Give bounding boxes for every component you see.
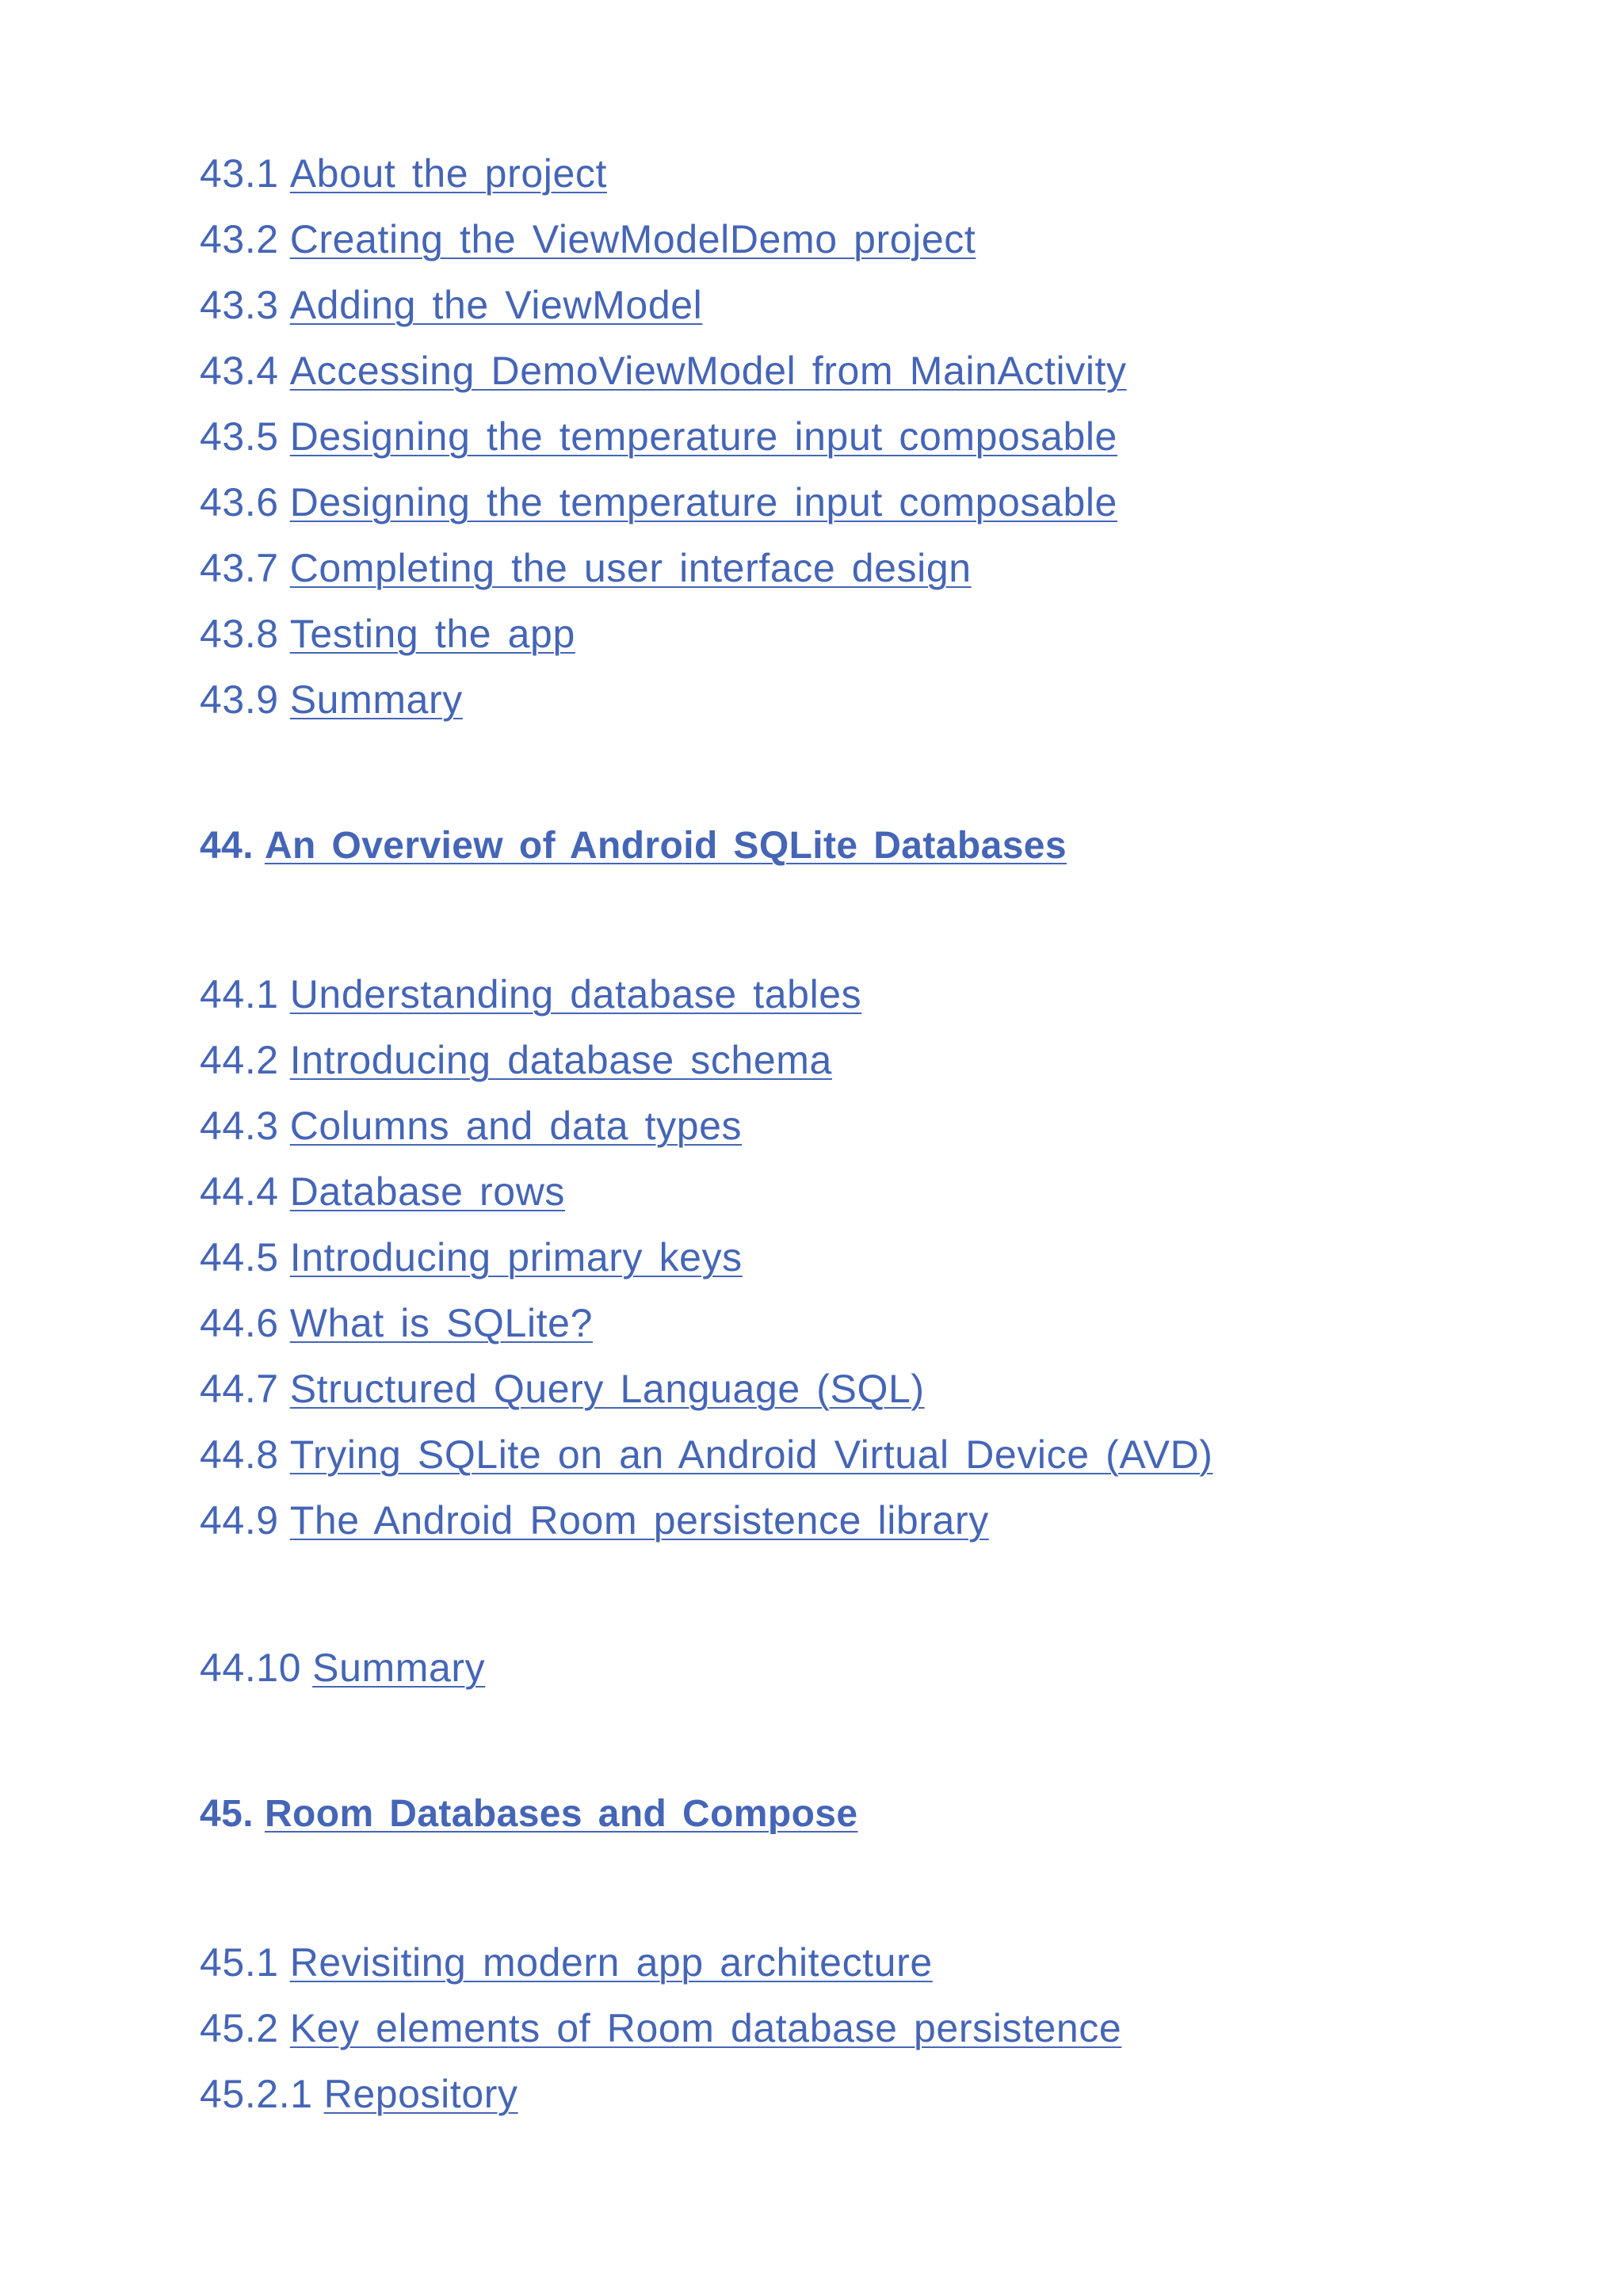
toc-link-44-2[interactable]: [200, 1037, 832, 1083]
toc-number: 44.: [200, 825, 254, 867]
toc-title: Designing the temperature input composable: [289, 480, 1117, 524]
toc-title: Summary: [289, 677, 463, 722]
toc-number: 44.6: [200, 1301, 279, 1345]
toc-number: 44.9: [200, 1498, 279, 1543]
toc-title: The Android Room persistence library: [289, 1498, 989, 1543]
toc-number: 45.: [200, 1793, 254, 1835]
toc-chapter-45[interactable]: [200, 1792, 858, 1836]
toc-title: Testing the app: [289, 612, 575, 656]
toc-number: 43.8: [200, 612, 279, 656]
toc-title: Room Databases and Compose: [264, 1793, 858, 1835]
toc-title: Creating the ViewModelDemo project: [289, 217, 976, 261]
toc-link-43-5[interactable]: [200, 414, 1117, 460]
toc-link-44-4[interactable]: [200, 1169, 565, 1215]
toc-link-44-5[interactable]: [200, 1234, 743, 1280]
toc-link-44-10[interactable]: [200, 1645, 485, 1691]
toc-link-44-6[interactable]: [200, 1300, 593, 1346]
toc-title: Introducing database schema: [289, 1038, 832, 1082]
toc-title: Introducing primary keys: [289, 1235, 743, 1280]
toc-title: Revisiting modern app architecture: [289, 1940, 933, 1985]
toc-number: 43.5: [200, 414, 279, 459]
toc-title: Designing the temperature input composable: [289, 414, 1117, 459]
toc-link-43-3[interactable]: [200, 282, 702, 328]
toc-title: Key elements of Room database persistence: [289, 2006, 1122, 2050]
toc-link-43-8[interactable]: [200, 611, 575, 657]
toc-link-45-2-1[interactable]: [200, 2071, 518, 2117]
toc-link-45-1[interactable]: [200, 1939, 933, 1985]
toc-number: 43.2: [200, 217, 279, 261]
toc-link-44-7[interactable]: [200, 1366, 925, 1412]
toc-number: 44.3: [200, 1104, 279, 1148]
toc-number: 43.4: [200, 349, 279, 393]
toc-number: 44.2: [200, 1038, 279, 1082]
toc-title: Trying SQLite on an Android Virtual Device (AVD): [289, 1432, 1213, 1477]
toc-title: Repository: [323, 2072, 518, 2116]
toc-number: 44.10: [200, 1646, 302, 1690]
toc-title: Structured Query Language (SQL): [289, 1367, 925, 1411]
toc-number: 45.2: [200, 2006, 279, 2050]
toc-number: 43.9: [200, 677, 279, 722]
toc-number: 43.1: [200, 151, 279, 196]
toc-number: 44.1: [200, 972, 279, 1016]
toc-number: 43.6: [200, 480, 279, 524]
toc-title: An Overview of Android SQLite Databases: [264, 825, 1067, 867]
toc-link-44-3[interactable]: [200, 1103, 742, 1149]
toc-link-43-7[interactable]: [200, 545, 972, 591]
toc-number: 43.3: [200, 283, 279, 327]
toc-link-43-2[interactable]: [200, 216, 976, 262]
toc-title: About the project: [289, 151, 607, 196]
toc-number: 44.4: [200, 1169, 279, 1214]
toc-link-44-8[interactable]: [200, 1432, 1213, 1478]
toc-title: What is SQLite?: [289, 1301, 593, 1345]
toc-number: 44.5: [200, 1235, 279, 1280]
toc-chapter-44[interactable]: [200, 824, 1067, 868]
toc-title: Columns and data types: [289, 1104, 743, 1148]
toc-title: Understanding database tables: [289, 972, 862, 1016]
toc-link-44-1[interactable]: [200, 971, 861, 1017]
toc-title: Adding the ViewModel: [289, 283, 703, 327]
toc-link-43-4[interactable]: [200, 348, 1127, 394]
toc-title: Accessing DemoViewModel from MainActivity: [289, 349, 1127, 393]
toc-title: Database rows: [289, 1169, 566, 1214]
toc-link-43-1[interactable]: [200, 151, 607, 196]
toc-number: 44.7: [200, 1367, 279, 1411]
toc-number: 44.8: [200, 1432, 279, 1477]
toc-title: Completing the user interface design: [289, 546, 972, 590]
toc-number: 43.7: [200, 546, 279, 590]
toc-link-45-2[interactable]: [200, 2005, 1121, 2051]
toc-title: Summary: [312, 1646, 486, 1690]
toc-link-43-6[interactable]: [200, 479, 1117, 525]
toc-link-44-9[interactable]: [200, 1497, 989, 1543]
toc-number: 45.1: [200, 1940, 279, 1985]
toc-link-43-9[interactable]: [200, 677, 463, 723]
toc-number: 45.2.1: [200, 2072, 313, 2116]
